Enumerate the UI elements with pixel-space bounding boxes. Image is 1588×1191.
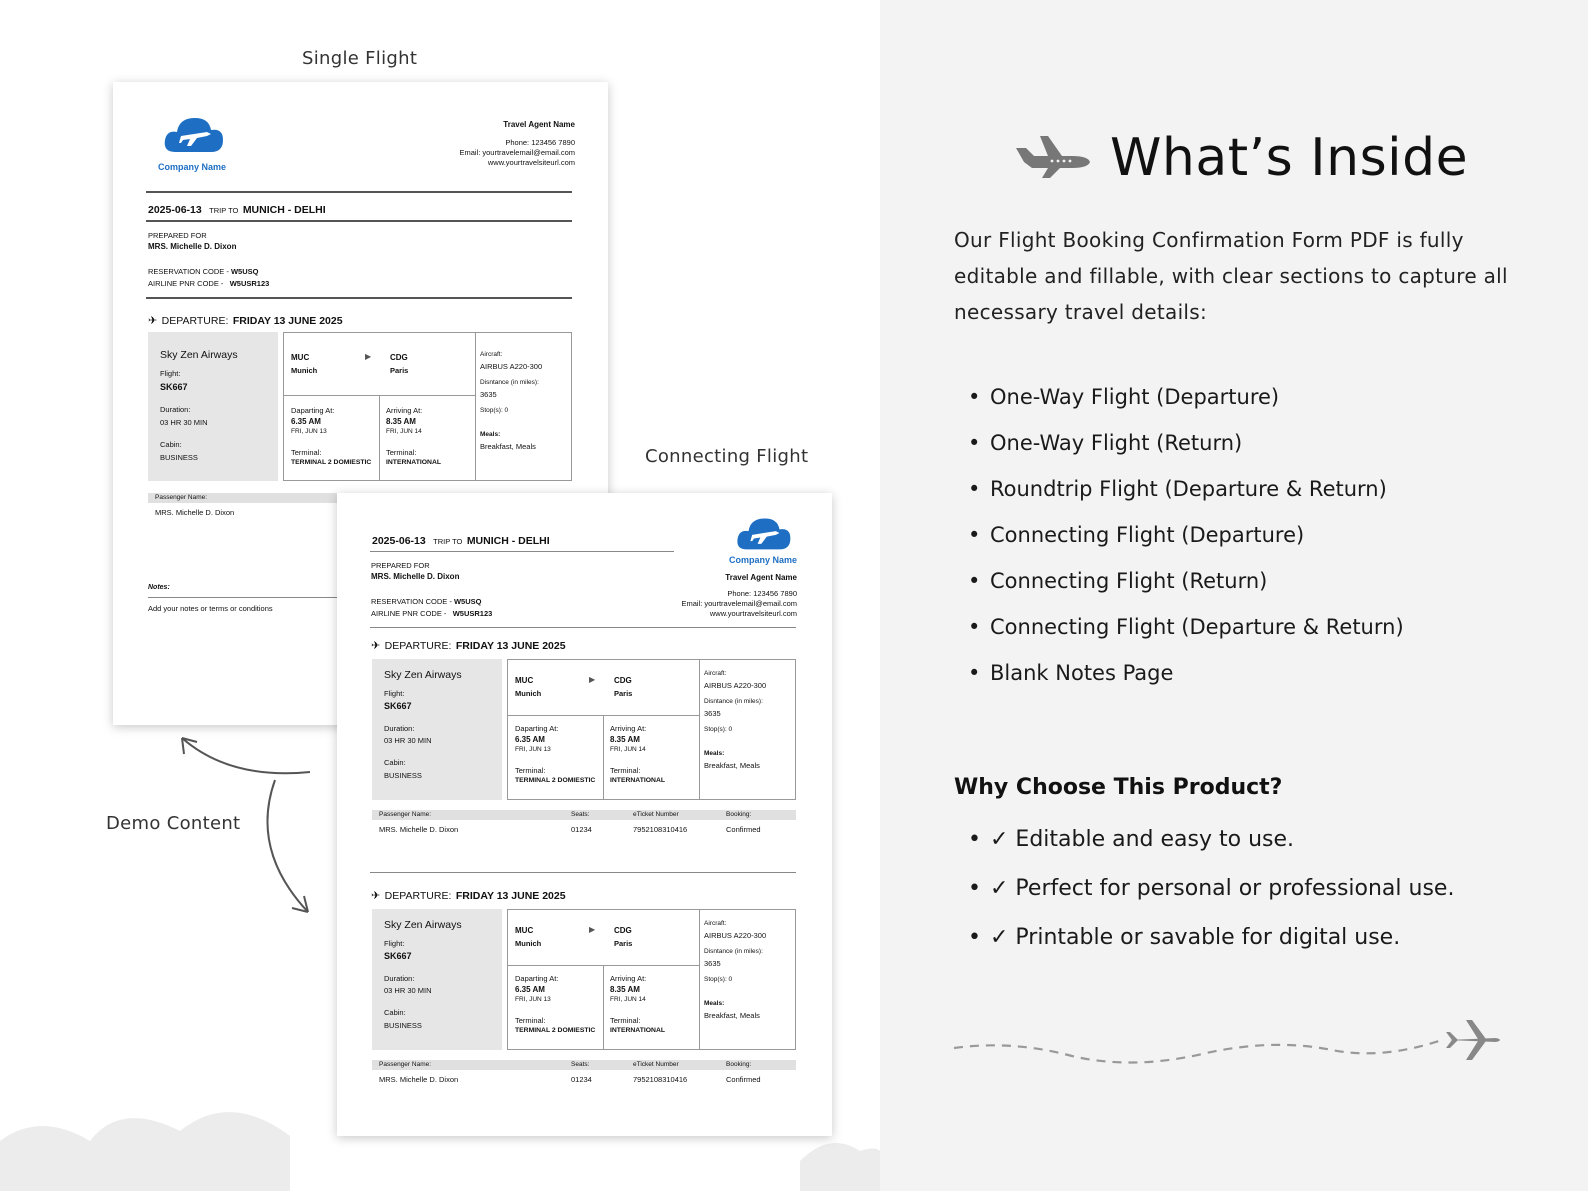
divider <box>146 191 572 193</box>
arriving-date: FRI, JUN 14 <box>386 428 422 435</box>
divider <box>370 872 796 873</box>
passenger-name-cell: MRS. Michelle D. Dixon <box>379 1075 459 1084</box>
departure-terminal: TERMINAL 2 DOMIESTIC <box>515 1027 596 1034</box>
seats-cell: 01234 <box>571 1075 592 1084</box>
meals-label: Meals: <box>704 750 725 757</box>
stops: Stop(s): 0 <box>480 407 509 414</box>
arrow-icon: ▶ <box>589 675 596 684</box>
arriving-time: 8.35 AM <box>610 985 640 994</box>
passenger-name-cell: MRS. Michelle D. Dixon <box>379 825 459 834</box>
company-name: Company Name <box>728 555 797 565</box>
departure-heading: ✈ DEPARTURE: FRIDAY 13 JUNE 2025 <box>371 890 566 902</box>
arriving-label: Arriving At: <box>610 724 647 733</box>
flight-number: SK667 <box>384 701 412 711</box>
booking-label: Booking: <box>726 811 752 818</box>
pnr-code: AIRLINE PNR CODE - W5USR123 <box>148 279 270 288</box>
arriving-date: FRI, JUN 14 <box>610 746 646 753</box>
origin-code: MUC <box>291 353 310 362</box>
caption-single-flight: Single Flight <box>302 48 418 69</box>
departing-label: Daparting At: <box>515 724 559 733</box>
divider <box>603 715 604 800</box>
arrival-terminal: INTERNATIONAL <box>386 459 441 466</box>
distance-value: 3635 <box>704 709 721 718</box>
arrow-icon: ▶ <box>365 352 372 361</box>
seats-label: Seats: <box>571 1061 590 1068</box>
stops: Stop(s): 0 <box>704 976 733 983</box>
airplane-icon: ✈ <box>371 640 381 652</box>
duration-value: 03 HR 30 MIN <box>384 986 432 995</box>
divider <box>370 627 796 628</box>
cabin-value: BUSINESS <box>384 1021 422 1030</box>
departing-label: Daparting At: <box>515 974 559 983</box>
destination-city: Paris <box>614 939 633 948</box>
departing-time: 6.35 AM <box>515 985 545 994</box>
list-item: • Connecting Flight (Return) <box>968 569 1268 593</box>
departing-time: 6.35 AM <box>515 735 545 744</box>
duration-label: Duration: <box>384 974 415 983</box>
duration-value: 03 HR 30 MIN <box>384 736 432 745</box>
duration-label: Duration: <box>160 405 191 414</box>
airplane-icon <box>1012 130 1092 180</box>
passenger-name-label: Passenger Name: <box>379 1061 432 1068</box>
aircraft-value: AIRBUS A220-300 <box>704 931 767 940</box>
dashed-flight-path-icon <box>952 1020 1507 1080</box>
notes-text: Add your notes or terms or conditions <box>148 604 273 613</box>
trip-heading: 2025-06-13 TRIP TO MUNICH - DELHI <box>372 535 550 547</box>
passenger-name-cell: MRS. Michelle D. Dixon <box>155 508 235 517</box>
duration-value: 03 HR 30 MIN <box>160 418 208 427</box>
destination-code: CDG <box>614 926 632 935</box>
departure-heading: ✈ DEPARTURE: FRIDAY 13 JUNE 2025 <box>371 640 566 652</box>
list-item: • ✓ Printable or savable for digital use. <box>968 925 1401 950</box>
pnr-code: AIRLINE PNR CODE - W5USR123 <box>371 609 493 618</box>
departing-time: 6.35 AM <box>291 417 321 426</box>
curved-arrow-icon <box>170 730 320 930</box>
agent-email: Email: yourtravelemail@email.com <box>459 148 575 157</box>
airline-name: Sky Zen Airways <box>384 919 462 931</box>
aircraft-value: AIRBUS A220-300 <box>704 681 767 690</box>
ticket-label: eTicket Number <box>633 811 679 818</box>
prepared-for-label: PREPARED FOR <box>148 231 207 240</box>
list-item: • Connecting Flight (Departure) <box>968 523 1305 547</box>
cloud-plane-logo-icon <box>161 112 227 156</box>
distance-label: Disntance (in miles): <box>704 698 763 705</box>
destination-city: Paris <box>614 689 633 698</box>
cabin-value: BUSINESS <box>160 453 198 462</box>
meals-value: Breakfast, Meals <box>480 442 536 451</box>
company-name: Company Name <box>158 162 227 172</box>
meals-value: Breakfast, Meals <box>704 761 760 770</box>
notes-label: Notes: <box>148 584 170 591</box>
agent-website: www.yourtravelsiteurl.com <box>709 609 797 618</box>
flight-number: SK667 <box>384 951 412 961</box>
list-item: • ✓ Editable and easy to use. <box>968 827 1295 852</box>
divider <box>699 659 700 800</box>
arrival-terminal: INTERNATIONAL <box>610 1027 665 1034</box>
caption-demo-content: Demo Content <box>106 813 241 834</box>
airline-name: Sky Zen Airways <box>160 349 238 361</box>
departing-label: Daparting At: <box>291 406 335 415</box>
aircraft-label: Aircraft: <box>704 670 727 677</box>
origin-city: Munich <box>515 939 542 948</box>
cabin-label: Cabin: <box>384 1008 406 1017</box>
terminal-label: Terminal: <box>515 766 546 775</box>
terminal-label: Terminal: <box>515 1016 546 1025</box>
terminal-label: Terminal: <box>291 448 322 457</box>
origin-city: Munich <box>515 689 542 698</box>
seats-label: Seats: <box>571 811 590 818</box>
list-item: • ✓ Perfect for personal or professional use. <box>968 876 1455 901</box>
divider <box>699 909 700 1050</box>
distance-value: 3635 <box>480 390 497 399</box>
terminal-label: Terminal: <box>610 766 641 775</box>
passenger-name-label: Passenger Name: <box>155 494 208 501</box>
arrow-icon: ▶ <box>589 925 596 934</box>
arriving-label: Arriving At: <box>386 406 423 415</box>
flight-label: Flight: <box>384 939 405 948</box>
airplane-icon: ✈ <box>371 890 381 902</box>
feature-list <box>968 380 1404 702</box>
agent-website: www.yourtravelsiteurl.com <box>487 158 575 167</box>
meals-label: Meals: <box>480 431 501 438</box>
meals-value: Breakfast, Meals <box>704 1011 760 1020</box>
departing-date: FRI, JUN 13 <box>515 996 551 1003</box>
distance-label: Disntance (in miles): <box>480 379 539 386</box>
destination-city: Paris <box>390 366 409 375</box>
ticket-cell: 7952108310416 <box>633 825 688 834</box>
booking-cell: Confirmed <box>726 825 761 834</box>
origin-code: MUC <box>515 676 534 685</box>
distance-value: 3635 <box>704 959 721 968</box>
reservation-code: RESERVATION CODE - W5USQ <box>148 267 259 276</box>
list-item: • Connecting Flight (Departure & Return) <box>968 615 1404 639</box>
passenger-name: MRS. Michelle D. Dixon <box>371 572 460 581</box>
departure-terminal: TERMINAL 2 DOMIESTIC <box>515 777 596 784</box>
cabin-label: Cabin: <box>160 440 182 449</box>
distance-label: Disntance (in miles): <box>704 948 763 955</box>
stops: Stop(s): 0 <box>704 726 733 733</box>
seats-cell: 01234 <box>571 825 592 834</box>
plane-small-icon <box>1446 1020 1500 1060</box>
arriving-time: 8.35 AM <box>610 735 640 744</box>
terminal-label: Terminal: <box>610 1016 641 1025</box>
prepared-for-label: PREPARED FOR <box>371 561 430 570</box>
arrival-terminal: INTERNATIONAL <box>610 777 665 784</box>
departure-heading: ✈ DEPARTURE: FRIDAY 13 JUNE 2025 <box>148 315 343 327</box>
duration-label: Duration: <box>384 724 415 733</box>
arriving-time: 8.35 AM <box>386 417 416 426</box>
aircraft-label: Aircraft: <box>480 351 503 358</box>
agent-name: Travel Agent Name <box>725 573 797 582</box>
agent-email: Email: yourtravelemail@email.com <box>681 599 797 608</box>
list-item: • One-Way Flight (Return) <box>968 431 1243 455</box>
airplane-icon: ✈ <box>148 315 158 327</box>
aircraft-value: AIRBUS A220-300 <box>480 362 543 371</box>
flight-label: Flight: <box>384 689 405 698</box>
divider <box>370 551 674 552</box>
booking-label: Booking: <box>726 1061 752 1068</box>
destination-code: CDG <box>390 353 408 362</box>
connecting-flight-page <box>337 493 832 1136</box>
ticket-cell: 7952108310416 <box>633 1075 688 1084</box>
agent-name: Travel Agent Name <box>503 120 575 129</box>
agent-phone: Phone: 123456 7890 <box>727 589 797 598</box>
cabin-label: Cabin: <box>384 758 406 767</box>
divider <box>603 965 604 1050</box>
departing-date: FRI, JUN 13 <box>515 746 551 753</box>
destination-code: CDG <box>614 676 632 685</box>
list-item: • Blank Notes Page <box>968 661 1174 685</box>
divider <box>379 395 380 481</box>
reservation-code: RESERVATION CODE - W5USQ <box>371 597 482 606</box>
agent-phone: Phone: 123456 7890 <box>505 138 575 147</box>
ticket-label: eTicket Number <box>633 1061 679 1068</box>
list-item: • One-Way Flight (Departure) <box>968 385 1280 409</box>
flight-label: Flight: <box>160 369 181 378</box>
divider <box>475 332 476 481</box>
page-title: What’s Inside <box>1110 128 1469 188</box>
trip-heading: 2025-06-13 TRIP TO MUNICH - DELHI <box>148 204 326 216</box>
arriving-label: Arriving At: <box>610 974 647 983</box>
flight-number: SK667 <box>160 382 188 392</box>
why-heading: Why Choose This Product? <box>954 775 1283 800</box>
passenger-name-label: Passenger Name: <box>379 811 432 818</box>
passenger-name: MRS. Michelle D. Dixon <box>148 242 237 251</box>
departure-terminal: TERMINAL 2 DOMIESTIC <box>291 459 372 466</box>
aircraft-label: Aircraft: <box>704 920 727 927</box>
arriving-date: FRI, JUN 14 <box>610 996 646 1003</box>
airline-name: Sky Zen Airways <box>384 669 462 681</box>
why-list <box>968 822 1454 969</box>
cabin-value: BUSINESS <box>384 771 422 780</box>
divider <box>146 297 572 299</box>
origin-city: Munich <box>291 366 318 375</box>
list-item: • Roundtrip Flight (Departure & Return) <box>968 477 1387 501</box>
caption-connecting-flight: Connecting Flight <box>645 446 809 467</box>
booking-cell: Confirmed <box>726 1075 761 1084</box>
terminal-label: Terminal: <box>386 448 417 457</box>
origin-code: MUC <box>515 926 534 935</box>
intro-text: Our Flight Booking Confirmation Form PDF is fully editable and fillable, with clear sections to capture all necessary travel details: <box>954 228 1508 324</box>
meals-label: Meals: <box>704 1000 725 1007</box>
cloud-plane-logo-icon <box>733 513 795 553</box>
divider <box>146 220 572 222</box>
departing-date: FRI, JUN 13 <box>291 428 327 435</box>
divider <box>148 597 338 598</box>
